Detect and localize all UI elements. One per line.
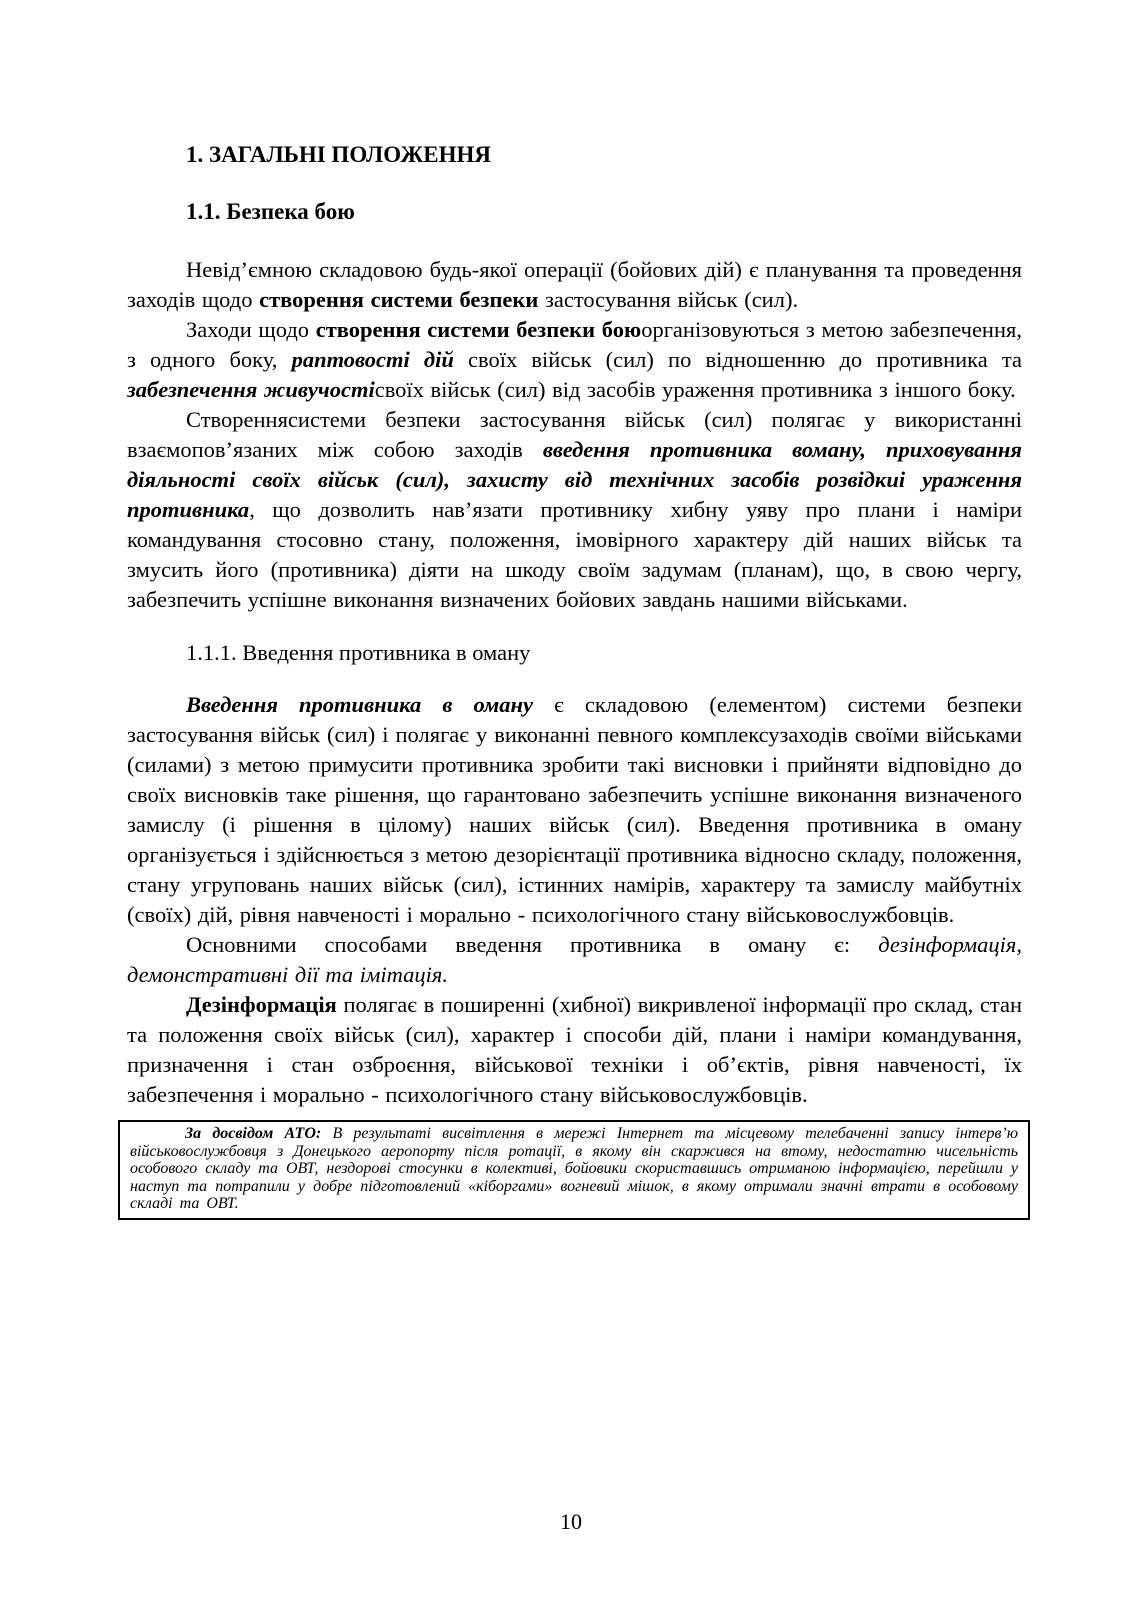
text-run: створення системи безпеки: [259, 287, 539, 312]
paragraph-2: [127, 315, 1022, 405]
text-run: Створеннясистеми безпеки застосування військ (сил) полягає у використанні взаємопов’язаних між собою заходів: [127, 407, 1022, 462]
text-run: Основними способами введення противника в оману є:: [186, 932, 879, 957]
page-number: 10: [560, 1509, 582, 1534]
text-run: Дезінформація: [186, 992, 337, 1017]
paragraph-5: [127, 930, 1022, 990]
paragraph-6: [127, 990, 1022, 1110]
text-run: Введення противника в оману: [186, 692, 534, 717]
section-heading: 1. ЗАГАЛЬНІ ПОЛОЖЕННЯ: [186, 142, 491, 167]
text-run: В результаті висвітлення в мережі Інтернет та місцевому телебаченні запису інтерв’ю військовослужбовця з Донецького аеропорту після ротації, в якому він скаржився на втому, недостатню чисельність особового складу та ОВТ, нездорові стосунки в колективі, бойовики скориставшись отриманою інформацією, перейшли у наступ та потрапили у добре підготовлений «кіборгами» вогневий мішок, в якому отримали значні втрати в особовому складі та ОВТ.: [130, 1125, 1019, 1212]
text-run: своїх військ (сил) від засобів ураження противника з іншого боку.: [374, 377, 1016, 402]
text-run: застосування військ (сил).: [538, 287, 799, 312]
text-run: введення противника воману, приховування діяльності своїх військ (сил), захисту від технічних засобів розвідкиі ураження противника: [127, 437, 1022, 522]
text-run: За досвідом АТО:: [185, 1125, 333, 1142]
text-run: раптовості дій: [291, 347, 454, 372]
text-run: забезпечення живучості: [127, 377, 375, 402]
paragraph-3: [127, 405, 1022, 615]
text-run: полягає в поширенні (хибної) викривленої інформації про склад, стан та положення своїх військ (сил), характер і способи дій, плани і наміри командування, призначення і стан озброєння, військової техніки і об’єктів, рівня навченості, їх забезпечення і морально - психологічного стану військовослужбовців.: [127, 992, 1022, 1107]
text-run: , що дозволить нав’язати противнику хибну уяву про плани і наміри командування стосовно стану, положення, імовірного характеру дій наших військ та змусить його (противника) діяти на шкоду своїм задумам (планам), що, в свою чергу, забезпечить успішне виконання визначених бойових завдань нашими військами.: [127, 497, 1022, 612]
text-run: своїх військ (сил) по відношенню до противника та: [453, 347, 1022, 372]
text-run: організовуються з метою забезпечення, з одного боку,: [127, 317, 1022, 372]
text-run: Заходи щодо: [186, 317, 316, 342]
note-paragraph: [130, 1125, 1018, 1213]
text-run: Невід’ємною складовою будь-якої операції (бойових дій) є планування та проведення заходів щодо: [127, 257, 1022, 312]
text-run: є складовою (елементом) системи безпеки застосування військ (сил) і полягає у виконанні певного комплексузаходів своїми військами (силами) з метою примусити противника зробити такі висновки і прийняти відповідно до своїх висновків таке рішення, що гарантовано забезпечить успішне виконання визначеного замислу (і рішення в цілому) наших військ (сил). Введення противника в оману організується і здійснюється з метою дезорієнтації противника відносно складу, положення, стану угруповань наших військ (сил), істинних намірів, характеру та замислу майбутніх (своїх) дій, рівня навченості і морально - психологічного стану військовослужбовців.: [127, 692, 1023, 927]
subsubsection-heading: 1.1.1. Введення противника в оману: [186, 640, 531, 665]
subsection-heading: 1.1. Безпека бою: [186, 199, 355, 224]
ato-experience-note-box: [118, 1120, 1030, 1220]
text-run: створення системи безпеки бою: [315, 317, 642, 342]
paragraph-1: [127, 255, 1022, 315]
text-run: дезінформація, демонстративні дії та імітація.: [127, 932, 1022, 987]
paragraph-4: [127, 690, 1022, 930]
